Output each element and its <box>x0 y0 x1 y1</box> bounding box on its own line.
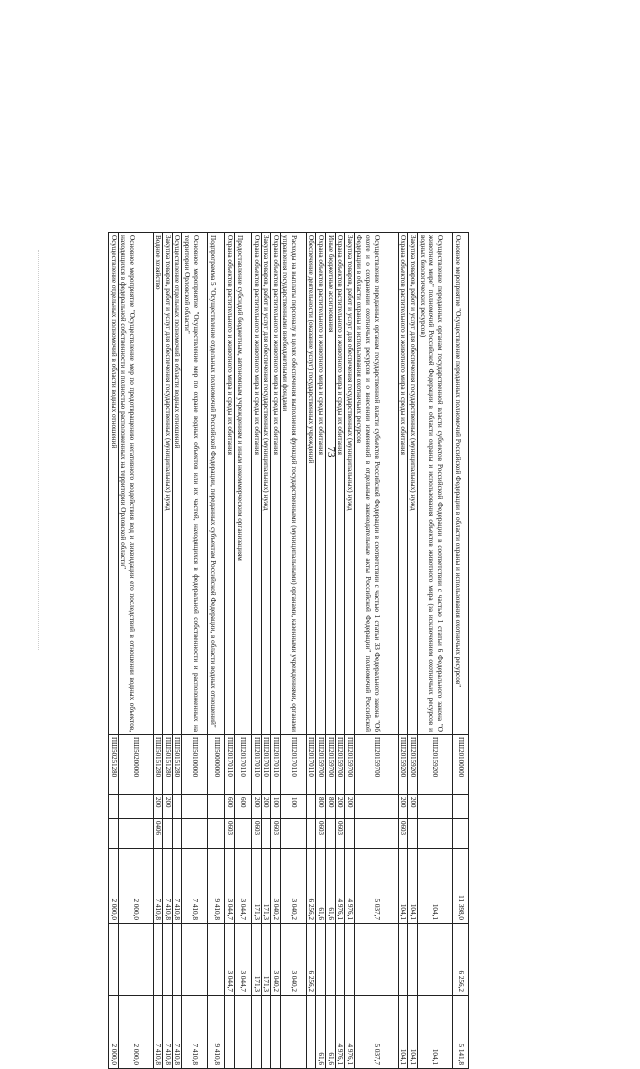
target-code-cell: ПШ20159700 <box>354 735 398 795</box>
regional-amount-cell <box>153 924 163 996</box>
federal-amount-cell: 9 410,8 <box>208 996 225 1069</box>
federal-amount-cell: 61,6 <box>316 996 326 1069</box>
table-row <box>306 233 316 1069</box>
total-amount-cell: 4 976,1 <box>335 849 345 924</box>
regional-amount-cell: 171,3 <box>261 924 271 996</box>
expense-type-cell: 200 <box>252 795 262 819</box>
section-code-cell: 0406 <box>153 819 163 849</box>
total-amount-cell: 3 044,7 <box>235 849 252 924</box>
total-amount-cell: 3 044,7 <box>225 849 235 924</box>
total-amount-cell: 61,6 <box>326 849 336 924</box>
item-name-cell: Закупка товаров, работ и услуг для обеспечения государственных (муниципальных) нужд <box>345 233 355 735</box>
target-code-cell: ПШ20159700 <box>335 735 345 795</box>
expense-type-cell <box>182 795 208 819</box>
total-amount-cell: 104,1 <box>408 849 418 924</box>
expense-type-cell <box>418 795 453 819</box>
section-code-cell: 0603 <box>252 819 262 849</box>
section-code-cell <box>235 819 252 849</box>
target-code-cell: ПШ50200000 <box>118 735 153 795</box>
federal-amount-cell: 5 141,8 <box>453 996 469 1069</box>
item-name-cell: Расходы на выплаты персоналу в целях обеспечения выполнения функций государственными (муниципальными) органами, казенными учреждениями, органами управления государственными внебюджетными фондами <box>280 233 306 735</box>
table-row <box>261 233 271 1069</box>
budget-table <box>108 232 469 1069</box>
regional-amount-cell <box>316 924 326 996</box>
section-code-cell <box>163 819 173 849</box>
federal-amount-cell: 4 976,1 <box>345 996 355 1069</box>
section-code-cell <box>453 819 469 849</box>
federal-amount-cell: 7 410,8 <box>163 996 173 1069</box>
target-code-cell: ПШ20170110 <box>252 735 262 795</box>
table-row <box>354 233 398 1069</box>
expense-type-cell <box>453 795 469 819</box>
item-name-cell: Осуществление переданных органам государственной власти субъектов Российской Федерации в соответствии с частью 1 статьи 6 Федерального закона "О животном мире" полномочий Российской Федерации в области охраны и использования объектов животного мира (за исключением охотничьих ресурсов и водных биологических ресурсов) <box>418 233 453 735</box>
section-code-cell: 0603 <box>398 819 408 849</box>
total-amount-cell: 2 000,0 <box>109 849 119 924</box>
expense-type-cell <box>354 795 398 819</box>
expense-type-cell: 200 <box>398 795 408 819</box>
item-name-cell: Основное мероприятие "Осуществление мер по предотвращению негативного воздействия вод и ликвидации его последствий в отношении водных объектов, находящихся в федеральной собственности и полностью расположенных на территории Орловской области" <box>118 233 153 735</box>
expense-type-cell <box>172 795 182 819</box>
regional-amount-cell <box>335 924 345 996</box>
regional-amount-cell: 3 040,2 <box>271 924 281 996</box>
expense-type-cell: 600 <box>235 795 252 819</box>
table-row <box>118 233 153 1069</box>
total-amount-cell: 104,1 <box>398 849 408 924</box>
regional-amount-cell <box>109 924 119 996</box>
item-name-cell: Охрана объектов растительного и животного мира и среды их обитания <box>271 233 281 735</box>
total-amount-cell: 6 256,2 <box>306 849 316 924</box>
section-code-cell <box>418 819 453 849</box>
item-name-cell: Иные бюджетные ассигнования <box>326 233 336 735</box>
target-code-cell: ПШ50151280 <box>163 735 173 795</box>
table-row <box>408 233 418 1069</box>
target-code-cell: ПШ20100000 <box>453 735 469 795</box>
federal-amount-cell: 104,1 <box>408 996 418 1069</box>
federal-amount-cell <box>271 996 281 1069</box>
federal-amount-cell <box>261 996 271 1069</box>
section-code-cell: 0603 <box>225 819 235 849</box>
table-body <box>109 233 469 1069</box>
section-code-cell <box>326 819 336 849</box>
regional-amount-cell <box>326 924 336 996</box>
federal-amount-cell: 7 410,8 <box>153 996 163 1069</box>
table-row <box>316 233 326 1069</box>
target-code-cell: ПШ20159700 <box>345 735 355 795</box>
section-code-cell <box>261 819 271 849</box>
regional-amount-cell <box>418 924 453 996</box>
section-code-cell: 0603 <box>316 819 326 849</box>
expense-type-cell: 200 <box>335 795 345 819</box>
table-row <box>182 233 208 1069</box>
federal-amount-cell: 7 410,8 <box>182 996 208 1069</box>
federal-amount-cell <box>235 996 252 1069</box>
target-code-cell: ПШ50151280 <box>172 735 182 795</box>
regional-amount-cell: 6 256,2 <box>453 924 469 996</box>
expense-type-cell: 200 <box>408 795 418 819</box>
federal-amount-cell <box>252 996 262 1069</box>
section-code-cell <box>345 819 355 849</box>
table-row <box>271 233 281 1069</box>
total-amount-cell: 3 040,2 <box>280 849 306 924</box>
total-amount-cell: 7 410,8 <box>163 849 173 924</box>
target-code-cell: ПШ50100000 <box>182 735 208 795</box>
federal-amount-cell: 104,1 <box>398 996 408 1069</box>
regional-amount-cell <box>182 924 208 996</box>
target-code-cell: ПШ20170110 <box>261 735 271 795</box>
expense-type-cell: 800 <box>326 795 336 819</box>
table-row <box>398 233 408 1069</box>
table-row <box>335 233 345 1069</box>
table-row <box>172 233 182 1069</box>
table-row <box>326 233 336 1069</box>
item-name-cell: Предоставление субсидий бюджетным, автономным учреждениям и иным некоммерческим организациям <box>235 233 252 735</box>
expense-type-cell: 200 <box>153 795 163 819</box>
table-row <box>208 233 225 1069</box>
expense-type-cell <box>109 795 119 819</box>
table-row <box>163 233 173 1069</box>
expense-type-cell: 200 <box>261 795 271 819</box>
total-amount-cell: 61,6 <box>316 849 326 924</box>
target-code-cell: ПШ20170110 <box>271 735 281 795</box>
item-name-cell: Охрана объектов растительного и животного мира и среды их обитания <box>316 233 326 735</box>
federal-amount-cell <box>306 996 316 1069</box>
target-code-cell: ПШ50000000 <box>208 735 225 795</box>
item-name-cell: Основное мероприятие "Осуществление переданных полномочий Российской Федерации в области охраны и использования охотничьих ресурсов" <box>453 233 469 735</box>
item-name-cell: Охрана объектов растительного и животного мира и среды их обитания <box>398 233 408 735</box>
target-code-cell: ПШ20170110 <box>306 735 316 795</box>
regional-amount-cell: 3 044,7 <box>235 924 252 996</box>
expense-type-cell <box>306 795 316 819</box>
table-row <box>252 233 262 1069</box>
regional-amount-cell: 3 040,2 <box>280 924 306 996</box>
regional-amount-cell <box>398 924 408 996</box>
federal-amount-cell: 61,6 <box>326 996 336 1069</box>
item-name-cell: Осуществление переданных органам государственной власти субъектов Российской Федерации в соответствии с частью 1 статьи 33 Федерального закона "Об охоте и о сохранении охотничьих ресурсов и о внесении изменений в отдельные законодательные акты Российской Федерации" полномочий Российской Федерации в области охраны и использования охотничьих ресурсов <box>354 233 398 735</box>
budget-table-container <box>0 232 469 1068</box>
section-code-cell <box>306 819 316 849</box>
table-row <box>235 233 252 1069</box>
item-name-cell: Осуществление отдельных полномочий в области водных отношений <box>109 233 119 735</box>
expense-type-cell: 600 <box>225 795 235 819</box>
item-name-cell: Охрана объектов растительного и животного мира и среды их обитания <box>335 233 345 735</box>
federal-amount-cell: 4 976,1 <box>335 996 345 1069</box>
section-code-cell <box>172 819 182 849</box>
total-amount-cell: 171,3 <box>252 849 262 924</box>
federal-amount-cell: 2 000,0 <box>109 996 119 1069</box>
table-row <box>280 233 306 1069</box>
target-code-cell: ПШ20170110 <box>225 735 235 795</box>
section-code-cell <box>408 819 418 849</box>
item-name-cell: Основное мероприятие "Осуществление мер по охране водных объектов или их частей, находящихся в федеральной собственности и расположенных на территории Орловской области" <box>182 233 208 735</box>
total-amount-cell: 104,1 <box>418 849 453 924</box>
section-code-cell <box>109 819 119 849</box>
target-code-cell: ПШ20159200 <box>408 735 418 795</box>
regional-amount-cell <box>345 924 355 996</box>
expense-type-cell <box>118 795 153 819</box>
regional-amount-cell <box>408 924 418 996</box>
item-name-cell: Водное хозяйство <box>153 233 163 735</box>
target-code-cell: ПШ20159700 <box>326 735 336 795</box>
total-amount-cell: 7 410,8 <box>182 849 208 924</box>
section-code-cell <box>280 819 306 849</box>
item-name-cell: Закупка товаров, работ и услуг для обеспечения государственных (муниципальных) нужд <box>261 233 271 735</box>
item-name-cell: Обеспечение деятельности (оказание услуг) государственных учреждений <box>306 233 316 735</box>
total-amount-cell: 7 410,8 <box>172 849 182 924</box>
total-amount-cell: 171,3 <box>261 849 271 924</box>
item-name-cell: Закупка товаров, работ и услуг для обеспечения государственных (муниципальных) нужд <box>163 233 173 735</box>
expense-type-cell: 200 <box>345 795 355 819</box>
section-code-cell <box>118 819 153 849</box>
regional-amount-cell: 3 044,7 <box>225 924 235 996</box>
table-row <box>225 233 235 1069</box>
table-row <box>418 233 453 1069</box>
table-row <box>153 233 163 1069</box>
regional-amount-cell <box>208 924 225 996</box>
federal-amount-cell: 2 000,0 <box>118 996 153 1069</box>
regional-amount-cell <box>118 924 153 996</box>
section-code-cell <box>208 819 225 849</box>
total-amount-cell: 3 040,2 <box>271 849 281 924</box>
expense-type-cell: 100 <box>271 795 281 819</box>
expense-type-cell: 200 <box>163 795 173 819</box>
total-amount-cell: 11 398,0 <box>453 849 469 924</box>
regional-amount-cell <box>163 924 173 996</box>
target-code-cell: ПШ20170110 <box>235 735 252 795</box>
total-amount-cell: 5 037,7 <box>354 849 398 924</box>
federal-amount-cell: 5 037,7 <box>354 996 398 1069</box>
total-amount-cell: 9 410,8 <box>208 849 225 924</box>
section-code-cell: 0603 <box>335 819 345 849</box>
federal-amount-cell <box>225 996 235 1069</box>
federal-amount-cell: 7 410,8 <box>172 996 182 1069</box>
regional-amount-cell <box>172 924 182 996</box>
regional-amount-cell <box>354 924 398 996</box>
table-row <box>453 233 469 1069</box>
federal-amount-cell <box>280 996 306 1069</box>
expense-type-cell <box>208 795 225 819</box>
item-name-cell: Подпрограмма 5 "Осуществление отдельных полномочий Российской Федерации, переданных субъектам Российской Федерации, в области водных отношений" <box>208 233 225 735</box>
target-code-cell: ПШ20159200 <box>398 735 408 795</box>
expense-type-cell: 100 <box>280 795 306 819</box>
section-code-cell <box>182 819 208 849</box>
section-code-cell: 0603 <box>271 819 281 849</box>
item-name-cell: Охрана объектов растительного и животного мира и среды их обитания <box>225 233 235 735</box>
expense-type-cell: 800 <box>316 795 326 819</box>
table-row <box>345 233 355 1069</box>
item-name-cell: Закупка товаров, работ и услуг для обеспечения государственных (муниципальных) нужд <box>408 233 418 735</box>
target-code-cell: ПШ20159200 <box>418 735 453 795</box>
total-amount-cell: 2 000,0 <box>118 849 153 924</box>
item-name-cell: Охрана объектов растительного и животного мира и среды их обитания <box>252 233 262 735</box>
section-code-cell <box>354 819 398 849</box>
target-code-cell: ПШ20170110 <box>280 735 306 795</box>
total-amount-cell: 7 410,8 <box>153 849 163 924</box>
regional-amount-cell: 6 256,2 <box>306 924 316 996</box>
target-code-cell: ПШ50151280 <box>153 735 163 795</box>
item-name-cell: Осуществление отдельных полномочий в области водных отношений <box>172 233 182 735</box>
federal-amount-cell: 104,1 <box>418 996 453 1069</box>
page-number: 73 <box>325 446 337 458</box>
table-row <box>109 233 119 1069</box>
target-code-cell: ПШ20159700 <box>316 735 326 795</box>
target-code-cell: ПШ50251280 <box>109 735 119 795</box>
regional-amount-cell: 171,3 <box>252 924 262 996</box>
total-amount-cell: 4 976,1 <box>345 849 355 924</box>
